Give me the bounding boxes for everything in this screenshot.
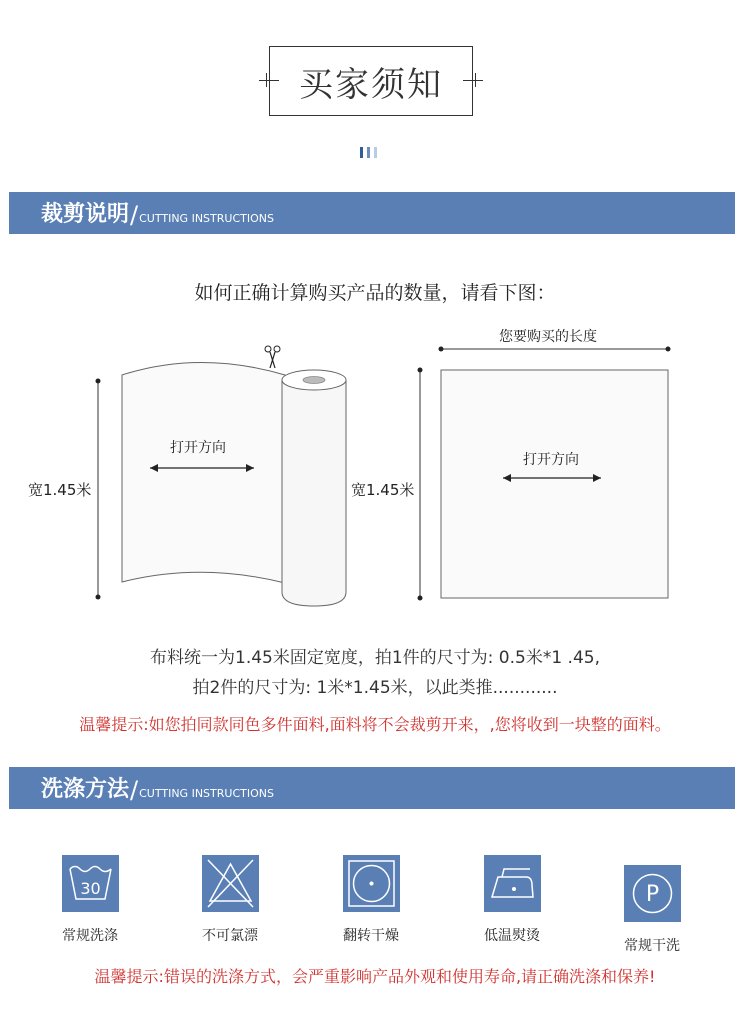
dot <box>360 147 363 158</box>
page-title: 买家须知 <box>299 64 443 105</box>
dot <box>367 147 370 158</box>
wash-label: 常规干洗 <box>624 938 680 954</box>
dry-clean-letter: P <box>645 882 660 907</box>
roll-direction-label: 打开方向 <box>170 440 226 456</box>
flat-diagram <box>418 347 671 601</box>
wash-label: 低温熨烫 <box>484 928 540 944</box>
section-title: 裁剪说明 <box>41 202 130 227</box>
dry-clean-p-icon <box>624 865 681 922</box>
section-header-cutting <box>9 192 735 234</box>
page-title-box <box>269 46 473 116</box>
no-bleach-icon <box>202 855 259 912</box>
flat-width-label: 宽1.45米 <box>351 481 415 499</box>
title-decoration <box>463 80 483 81</box>
section-subtitle: CUTTING INSTRUCTIONS <box>139 787 274 800</box>
wash-label: 翻转干燥 <box>343 928 399 944</box>
iron-low-icon <box>484 855 541 912</box>
roll-width-label: 宽1.45米 <box>28 481 92 499</box>
section-header-washing <box>9 767 735 809</box>
wash-label: 常规洗涤 <box>62 928 118 944</box>
section-title: 洗涤方法 <box>41 777 130 802</box>
roll-diagram <box>96 363 347 607</box>
fabric-diagrams <box>0 330 750 620</box>
scissors-icon <box>265 346 280 368</box>
tumble-dry-icon <box>343 855 400 912</box>
wash-temperature: 30 <box>80 879 101 898</box>
washing-warning: 温馨提示:错误的洗涤方式，会严重影响产品外观和使用寿命,请正确洗涤和保养! <box>94 967 656 986</box>
title-decoration <box>259 80 279 81</box>
wash-30-icon <box>62 855 119 912</box>
purchase-length-label: 您要购买的长度 <box>499 329 597 345</box>
decorative-dots <box>360 147 377 158</box>
dot <box>374 147 377 158</box>
flat-direction-label: 打开方向 <box>523 452 579 468</box>
cutting-warning: 温馨提示:如您拍同款同色多件面料,面料将不会裁剪开来，,您将收到一块整的面料。 <box>79 715 671 734</box>
description-line-2: 拍2件的尺寸为: 1米*1.45米，以此类推............ <box>192 678 558 698</box>
description-line-1: 布料统一为1.45米固定宽度，拍1件的尺寸为: 0.5米*1 .45, <box>150 648 600 668</box>
section-slash: / <box>130 776 139 804</box>
question-text: 如何正确计算购买产品的数量，请看下图： <box>194 282 556 304</box>
section-slash: / <box>130 201 139 229</box>
section-subtitle: CUTTING INSTRUCTIONS <box>139 212 274 225</box>
title-decoration <box>475 73 476 87</box>
wash-label: 不可氯漂 <box>202 928 258 944</box>
title-decoration <box>266 73 267 87</box>
